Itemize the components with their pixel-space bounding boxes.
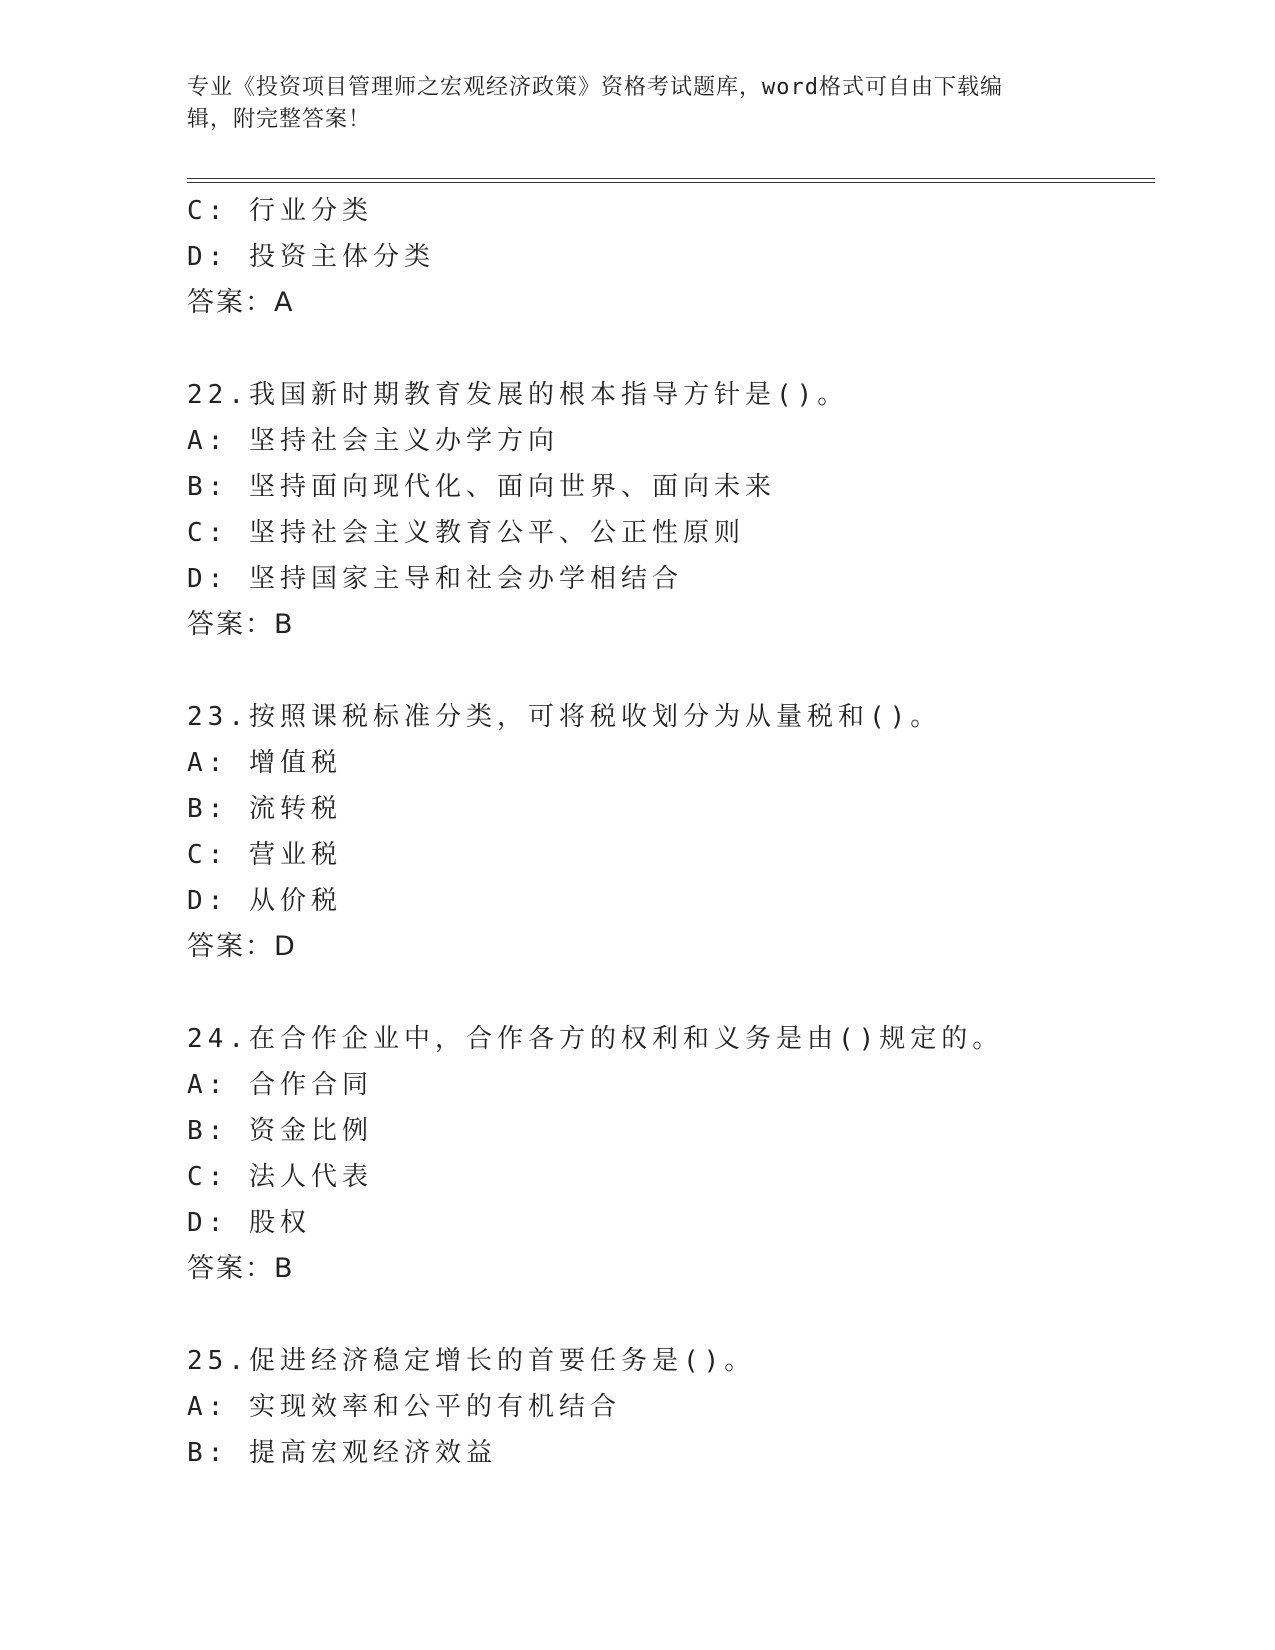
option-b: B: 资金比例 bbox=[187, 1116, 373, 1146]
header-line-2: 辑，附完整答案！ bbox=[187, 107, 372, 132]
header-line-1: 专业《投资项目管理师之宏观经济政策》资格考试题库，word格式可自由下载编 bbox=[187, 75, 1003, 100]
option-c: C: 行业分类 bbox=[187, 196, 373, 226]
option-b: B: 提高宏观经济效益 bbox=[187, 1438, 497, 1468]
question-23 bbox=[187, 694, 1155, 970]
question-stem: 24.在合作企业中，合作各方的权利和义务是由()规定的。 bbox=[187, 1024, 1004, 1054]
question-24 bbox=[187, 1016, 1155, 1292]
option-b: B: 坚持面向现代化、面向世界、面向未来 bbox=[187, 472, 776, 502]
option-d: D: 股权 bbox=[187, 1208, 311, 1238]
option-a: A: 坚持社会主义办学方向 bbox=[187, 426, 559, 456]
answer-line: 答案：A bbox=[187, 287, 295, 318]
option-d: D: 坚持国家主导和社会办学相结合 bbox=[187, 564, 683, 594]
header-divider bbox=[187, 178, 1155, 183]
option-a: A: 增值税 bbox=[187, 748, 342, 778]
answer-line: 答案：D bbox=[187, 931, 297, 962]
document-header bbox=[187, 72, 1067, 136]
option-d: D: 从价税 bbox=[187, 886, 342, 916]
option-c: C: 坚持社会主义教育公平、公正性原则 bbox=[187, 518, 745, 548]
question-25 bbox=[187, 1338, 1155, 1476]
option-d: D: 投资主体分类 bbox=[187, 242, 435, 272]
question-22 bbox=[187, 372, 1155, 648]
option-a: A: 合作合同 bbox=[187, 1070, 373, 1100]
answer-line: 答案：B bbox=[187, 1253, 295, 1284]
question-stem: 23.按照课税标准分类，可将税收划分为从量税和()。 bbox=[187, 702, 942, 732]
answer-line: 答案：B bbox=[187, 609, 295, 640]
question-stem: 22.我国新时期教育发展的根本指导方针是()。 bbox=[187, 380, 849, 410]
option-c: C: 法人代表 bbox=[187, 1162, 373, 1192]
option-c: C: 营业税 bbox=[187, 840, 342, 870]
question-list bbox=[187, 188, 1155, 1476]
option-a: A: 实现效率和公平的有机结合 bbox=[187, 1392, 621, 1422]
question-stem: 25.促进经济稳定增长的首要任务是()。 bbox=[187, 1346, 756, 1376]
partial-question bbox=[187, 188, 1155, 326]
option-b: B: 流转税 bbox=[187, 794, 342, 824]
